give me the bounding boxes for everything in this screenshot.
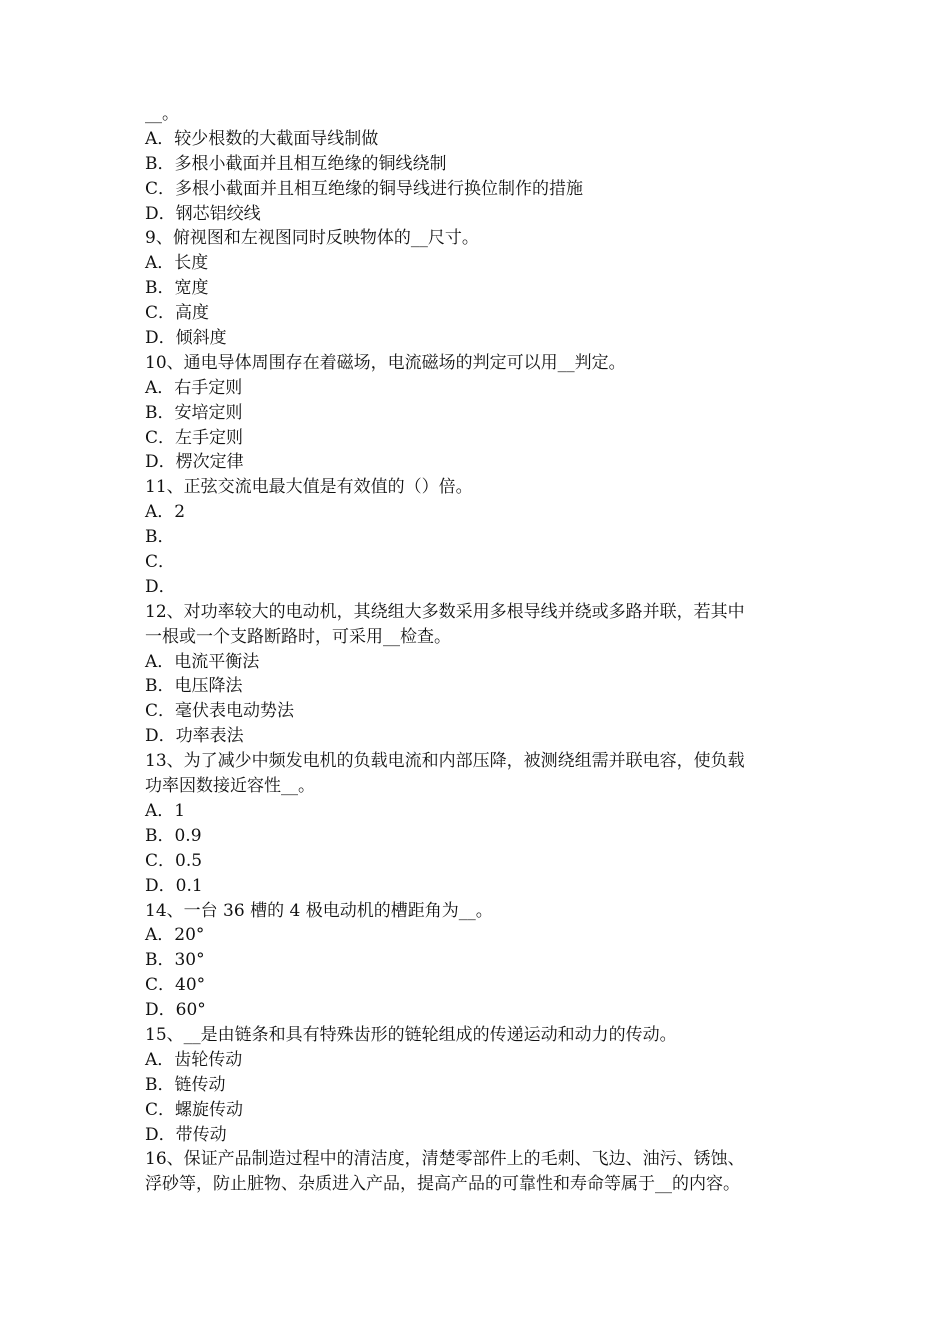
answer-option: C．多根小截面并且相互绝缘的铜导线进行换位制作的措施 <box>145 178 584 199</box>
answer-option: A．电流平衡法 <box>145 651 260 672</box>
answer-option: D．0.1 <box>145 875 203 896</box>
answer-option: B．电压降法 <box>145 676 243 697</box>
document-page <box>145 98 815 1197</box>
answer-option: A．2 <box>145 502 186 523</box>
answer-option: A．20° <box>145 925 205 946</box>
answer-option: A．1 <box>145 800 186 821</box>
answer-option: C．毫伏表电动势法 <box>145 701 295 722</box>
answer-option: B． <box>145 527 175 548</box>
answer-option: B．0.9 <box>145 825 202 846</box>
question-16-continued: 浮砂等，防止脏物、杂质进入产品，提高产品的可靠性和寿命等属于__的内容。 <box>145 1174 740 1195</box>
question-12-continued: 一根或一个支路断路时，可采用__检查。 <box>145 626 451 647</box>
question-16: 16、保证产品制造过程中的清洁度，清楚零部件上的毛刺、飞边、油污、锈蚀、 <box>145 1149 745 1170</box>
answer-option: A．较少根数的大截面导线制做 <box>145 128 379 149</box>
answer-option: C．40° <box>145 975 206 996</box>
answer-option: A．齿轮传动 <box>145 1049 243 1070</box>
answer-option: D．楞次定律 <box>145 452 244 473</box>
answer-option: C．左手定则 <box>145 427 244 448</box>
question-9: 9、俯视图和左视图同时反映物体的__尺寸。 <box>145 228 479 249</box>
answer-option: B．宽度 <box>145 278 209 299</box>
question-13-continued: 功率因数接近容性__。 <box>145 776 315 797</box>
question-10: 10、通电导体周围存在着磁场，电流磁场的判定可以用__判定。 <box>145 352 626 373</box>
question-14: 14、一台 36 槽的 4 极电动机的槽距角为__。 <box>145 900 493 921</box>
answer-option: D．钢芯铝绞线 <box>145 203 261 224</box>
answer-option: D．倾斜度 <box>145 328 227 349</box>
answer-option: B．链传动 <box>145 1074 226 1095</box>
answer-option: C． <box>145 552 176 573</box>
answer-option: D．功率表法 <box>145 726 244 747</box>
answer-option: B．安培定则 <box>145 402 243 423</box>
answer-option: D．60° <box>145 1000 206 1021</box>
question-12: 12、对功率较大的电动机，其绕组大多数采用多根导线并绕或多路并联，若其中 <box>145 601 745 622</box>
answer-option: C．高度 <box>145 303 210 324</box>
answer-option: B．30° <box>145 950 205 971</box>
answer-option: A．长度 <box>145 253 209 274</box>
question-11: 11、正弦交流电最大值是有效值的（）倍。 <box>145 477 473 498</box>
answer-option: B．多根小截面并且相互绝缘的铜线绕制 <box>145 153 447 174</box>
answer-option: C．螺旋传动 <box>145 1099 244 1120</box>
text-line: __。 <box>145 104 179 124</box>
answer-option: D． <box>145 576 176 597</box>
answer-option: C．0.5 <box>145 850 203 871</box>
question-15: 15、__是由链条和具有特殊齿形的链轮组成的传递运动和动力的传动。 <box>145 1024 677 1045</box>
question-13: 13、为了减少中频发电机的负载电流和内部压降，被测绕组需并联电容，使负载 <box>145 751 745 772</box>
answer-option: D．带传动 <box>145 1124 227 1145</box>
answer-option: A．右手定则 <box>145 377 243 398</box>
